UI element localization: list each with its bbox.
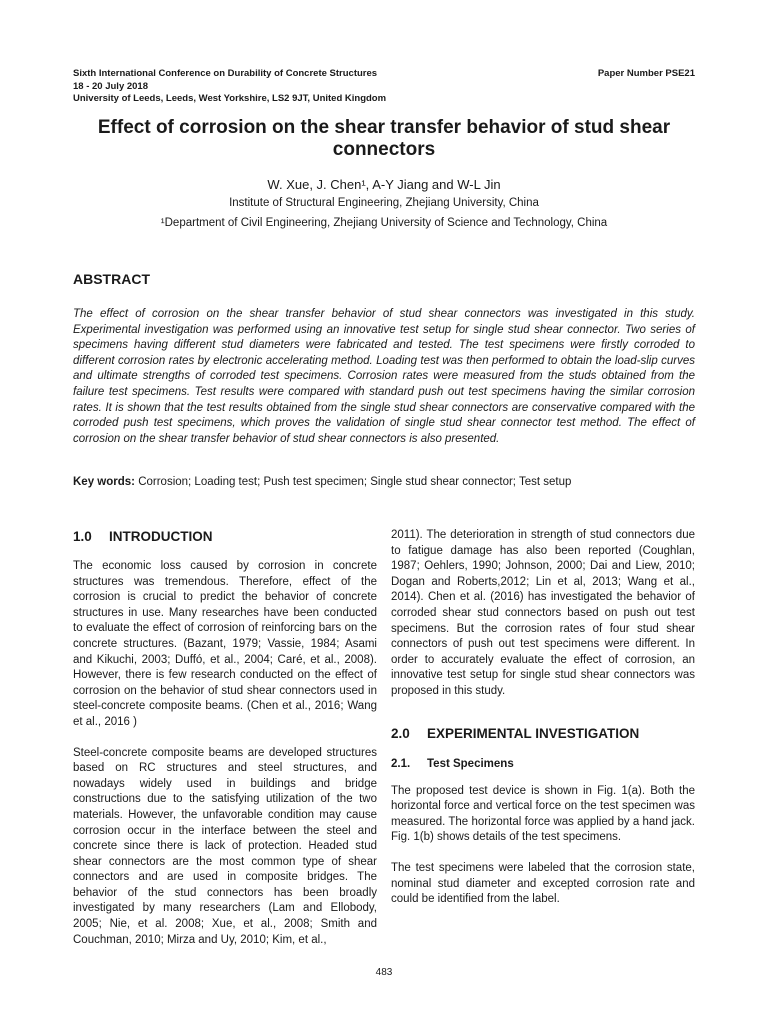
- intro-paragraph-2: Steel-concrete composite beams are developed structures based on RC structures and steel structures, and nowadays widely used in buildings and bridge constructions due to the satisfying utilization of the two materials. However, the unfavorable condition may cause corrosion occur in the interface between the steel and concrete since there is lack of protection. Headed stud shear connectors are the most common type of shear connectors and are used in composite bridges. The behavior of the stud connectors has been broadly investigated by many researchers (Lam and Ellobody, 2005; Nie, et al. 2008; Xue, et al., 2008; Smith and Couchman, 2010; Mirza and Uy, 2010; Kim, et al.,: [73, 746, 377, 946]
- experimental-paragraph-2: The test specimens were labeled that the corrosion state, nominal stud diameter and excepted corrosion rate and could be identified from the label.: [391, 861, 695, 906]
- keywords-label: Key words:: [73, 476, 135, 488]
- abstract-heading: ABSTRACT: [73, 271, 150, 287]
- affiliation-1: Institute of Structural Engineering, Zhejiang University, China: [229, 197, 539, 209]
- page-number: 483: [375, 967, 393, 978]
- affiliation-2: ¹Department of Civil Engineering, Zhejiang University of Science and Technology, China: [160, 217, 608, 229]
- column-left: [73, 528, 377, 948]
- keywords-text: Corrosion; Loading test; Push test specimen; Single stud shear connector; Test setup: [135, 476, 572, 488]
- subsection-title: Test Specimens: [427, 757, 514, 770]
- section-number: 2.0: [391, 725, 410, 741]
- subsection-number: 2.1.: [391, 757, 411, 770]
- column-right: [391, 528, 695, 908]
- paper-title: Effect of corrosion on the shear transfer behavior of stud shear connectors: [97, 117, 671, 160]
- section-heading-introduction: [73, 528, 377, 546]
- experimental-paragraph-1: The proposed test device is shown in Fig. 1(a). Both the horizontal force and vertical force on the test specimen was measured. The horizontal force was applied by a hand jack. Fig. 1(b) shows details of the test specimens.: [391, 784, 695, 844]
- abstract-text: The effect of corrosion on the shear transfer behavior of stud shear connectors was investigated in this study. Experimental investigation was performed using an innovative test setup for single stud shear connector. Two series of specimens having different stud diameters were fabricated and tested. The test specimens were firstly corroded to different corrosion rates by electronic accelerating method. Loading test was then performed to obtain the load-slip curves and ultimate strengths of corroded test specimens. Corrosion rates were measured from the studs obtained from the failure test specimens. Test results were compared with standard push out test specimens having the similar corrosion rates. It is shown that the test results obtained from the single stud shear connectors are conservative compared with the corroded push test specimens, which proves the validation of single stud shear connector test method. The effect of corrosion on the shear transfer behavior of stud shear connectors is also presented.: [73, 308, 695, 445]
- conference-venue: University of Leeds, Leeds, West Yorkshire, LS2 9JT, United Kingdom: [73, 93, 387, 104]
- subsection-heading-test-specimens: [391, 756, 695, 772]
- section-title: EXPERIMENTAL INVESTIGATION: [427, 725, 640, 741]
- author-list: W. Xue, J. Chen¹, A-Y Jiang and W-L Jin: [267, 177, 501, 192]
- section-number: 1.0: [73, 529, 92, 544]
- section-heading-experimental: [391, 725, 695, 743]
- conference-dates: 18 - 20 July 2018: [73, 80, 148, 92]
- section-title: INTRODUCTION: [109, 529, 213, 544]
- intro-paragraph-1: The economic loss caused by corrosion in concrete structures was tremendous. Therefore, effect of the corrosion is crucial to predict the behavior of concrete structures in use. Many researches have been conducted to evaluate the effect of corrosion of reinforcing bars on the concrete structures. (Bazant, 1979; Vassie, 1984; Asami and Kikuchi, 2003; Duffó, et al., 2004; Caré, et al., 2008). However, there is few research conducted on the effect of corrosion on the behavior of stud shear connectors used in steel-concrete composite beams. (Chen et al., 2016; Wang et al., 2016 ): [73, 560, 377, 728]
- keywords: [73, 474, 695, 490]
- intro-paragraph-3: 2011). The deterioration in strength of stud connectors due to fatigue damage has also been reported (Coughlan, 1987; Oehlers, 1990; Johnson, 2000; Dai and Liew, 2010; Dogan and Roberts,2012; Lin et al, 2013; Wang et al., 2014). Chen et al. (2016) has investigated the behavior of corroded shear stud connectors based on push out test specimens. But the corrosion rates of four stud shear connectors of push out test specimens were different. In order to accurately evaluate the effect of corrosion, an innovative test setup for single stud shear connectors was proposed in this study.: [391, 529, 695, 697]
- conference-name: Sixth International Conference on Durability of Concrete Structures: [73, 68, 378, 79]
- conference-header: [73, 68, 695, 106]
- paper-number: Paper Number PSE21: [597, 68, 695, 79]
